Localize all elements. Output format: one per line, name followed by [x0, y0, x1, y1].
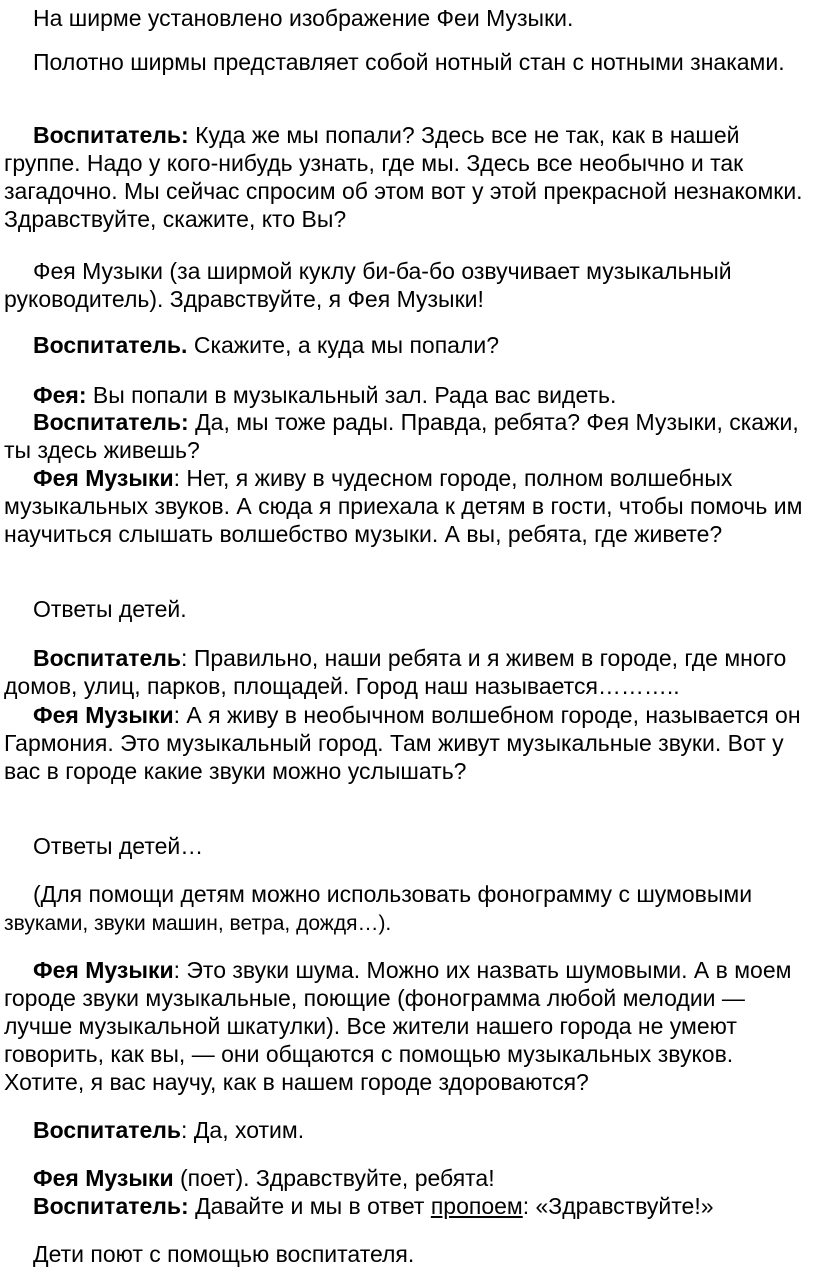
paragraph-text: Скажите, а куда мы попали? [187, 332, 500, 358]
paragraph-teacher-city [4, 644, 812, 700]
paragraph-fairy-answer [4, 381, 812, 409]
paragraph-text: Давайте и мы в ответ [188, 1193, 431, 1219]
speaker-label: Воспитатель: [33, 1193, 189, 1219]
paragraph-text: : Правильно, наши ребята и я живем в городе, где много домов, улиц, парков, площадей. Город наш называется……….. [4, 645, 787, 699]
speaker-label: Фея Музыки [33, 465, 174, 491]
paragraph-fairy-harmony [4, 701, 812, 785]
speaker-label: Воспитатель [33, 645, 182, 671]
paragraph-screen-description [4, 48, 812, 76]
speaker-label: Воспитатель: [33, 409, 189, 435]
paragraph-text-small: звуками, звуки машин, ветра, дождя…). [4, 912, 392, 935]
paragraph-text: Ответы детей… [33, 833, 204, 859]
paragraph-children-answers-2 [4, 832, 812, 860]
paragraph-teacher-sing-back [4, 1192, 812, 1220]
speaker-label: Фея: [33, 382, 87, 408]
paragraph-children-sing [4, 1240, 812, 1268]
speaker-label: Фея Музыки [33, 957, 174, 983]
paragraph-text: Полотно ширмы представляет собой нотный стан с нотными знаками. [33, 49, 785, 75]
paragraph-text: Куда же мы попали? Здесь все не так, как в нашей группе. Надо у кого-нибудь узнать, где мы. Здесь все необычно и так загадочно. Мы сейчас спросим об этом вот у этой прекрасной незнакомки. Здравствуйте, скажите, кто Вы? [4, 122, 803, 232]
paragraph-phonogram-note [4, 880, 812, 938]
paragraph-text: : Это звуки шума. Можно их назвать шумовыми. А в моем городе звуки музыкальные, поющие (фонограмма любой мелодии — лучше музыкальной шкатулки). Все жители нашего города не умеют говорить, как вы, — они общаются с помощью музыкальных звуков. Хотите, я вас научу, как в нашем городе здороваются? [4, 957, 792, 1095]
paragraph-fairy-home [4, 464, 812, 548]
speaker-label: Фея Музыки [33, 702, 174, 728]
paragraph-children-answers [4, 595, 812, 623]
paragraph-text: : «Здравствуйте!» [522, 1193, 714, 1219]
paragraph-text: (Для помощи детям можно использовать фонограмму с шумовыми [33, 881, 753, 907]
speaker-label: Воспитатель [33, 1117, 182, 1143]
paragraph-scene-setup [4, 4, 812, 32]
paragraph-teacher-yes [4, 1116, 812, 1144]
paragraph-teacher-question [4, 331, 812, 359]
paragraph-text: Ответы детей. [33, 596, 187, 622]
paragraph-text: : Нет, я живу в чудесном городе, полном волшебных музыкальных звуков. А сюда я приехала к детям в гости, чтобы помочь им научиться слышать волшебство музыки. А вы, ребята, где живете? [4, 465, 803, 547]
paragraph-teacher-reply [4, 408, 812, 464]
speaker-label: Фея Музыки [33, 1165, 174, 1191]
paragraph-teacher-intro [4, 121, 812, 233]
paragraph-text: На ширме установлено изображение Феи Музыки. [33, 5, 574, 31]
paragraph-fairy-greeting [4, 257, 812, 313]
speaker-label: Воспитатель: [33, 122, 189, 148]
paragraph-text: Дети поют с помощью воспитателя. [33, 1241, 415, 1267]
paragraph-text: : Да, хотим. [181, 1117, 305, 1143]
paragraph-fairy-noise [4, 956, 812, 1096]
paragraph-fairy-sings [4, 1164, 812, 1192]
paragraph-text: Да, мы тоже рады. Правда, ребята? Фея Музыки, скажи, ты здесь живешь? [4, 409, 799, 463]
paragraph-text: Вы попали в музыкальный зал. Рада вас видеть. [86, 382, 617, 408]
paragraph-text: Фея Музыки (за ширмой куклу би-ба-бо озвучивает музыкальный руководитель). Здравствуйте, я Фея Музыки! [4, 258, 732, 312]
speaker-label: Воспитатель. [33, 332, 188, 358]
paragraph-text: (поет). Здравствуйте, ребята! [173, 1165, 495, 1191]
underlined-word: пропоем [430, 1193, 523, 1219]
paragraph-text: : А я живу в необычном волшебном городе, называется он Гармония. Это музыкальный город. Там живут музыкальные звуки. Вот у вас в городе какие звуки можно услышать? [4, 702, 801, 784]
